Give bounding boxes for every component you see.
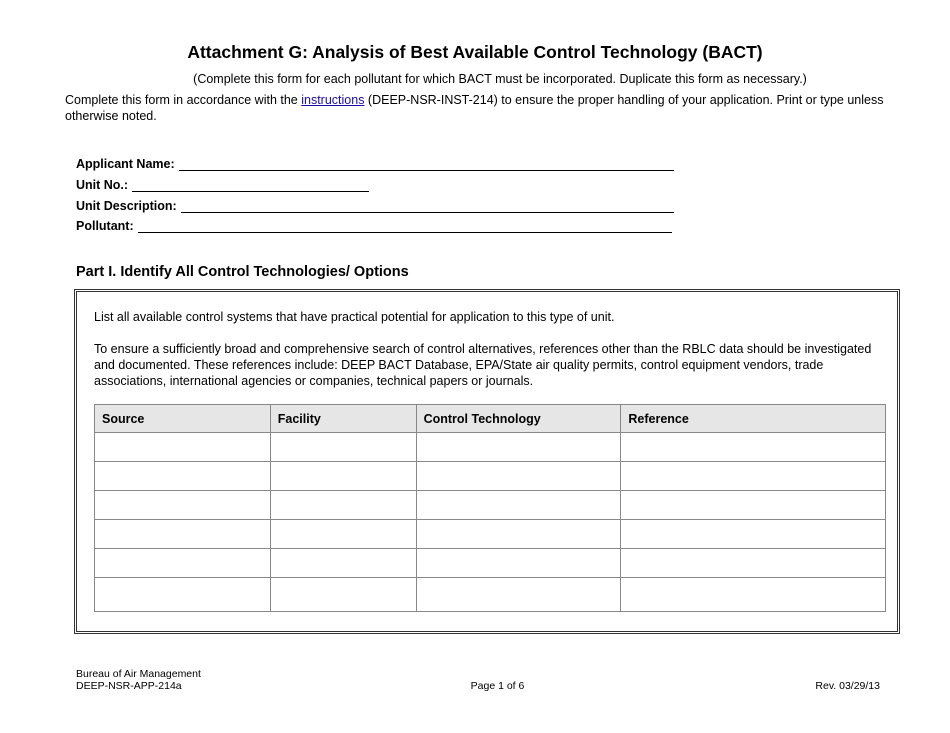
intro-text — [65, 92, 885, 124]
table-row — [95, 491, 886, 520]
table-cell[interactable] — [95, 433, 271, 462]
part-1-box — [74, 289, 900, 634]
table-cell[interactable] — [95, 578, 271, 612]
intro-text-after: (DEEP-NSR-INST-214) to ensure the proper handling of your application. Print or type unless otherwise noted. — [65, 93, 884, 123]
intro-text-before: Complete this form in accordance with the — [65, 93, 302, 107]
source-column-header: Source — [95, 405, 271, 433]
table-row — [95, 578, 886, 612]
table-cell[interactable] — [621, 520, 886, 549]
table-cell[interactable] — [621, 462, 886, 491]
unit-description-row — [76, 197, 674, 213]
table-cell[interactable] — [416, 549, 621, 578]
page-subtitle: (Complete this form for each pollutant for which BACT must be incorporated. Duplicate this form as necessary.) — [193, 72, 807, 86]
part-1-references-note: To ensure a sufficiently broad and comprehensive search of control alternatives, references other than the RBLC data should be investigated and documented. These references include: DEEP BACT Database, EPA/State air quality permits, control equipment vendors, trade associations, international agencies or companies, technical papers or journals. — [94, 342, 872, 388]
table-cell[interactable] — [416, 520, 621, 549]
applicant-name-input[interactable] — [179, 158, 674, 171]
unit-description-input[interactable] — [181, 200, 674, 213]
table-cell[interactable] — [416, 462, 621, 491]
unit-description-label: Unit Description: — [76, 199, 177, 213]
page-title: Attachment G: Analysis of Best Available Control Technology (BACT) — [187, 42, 763, 62]
control-technologies-table — [94, 404, 886, 612]
footer-revision: Rev. 03/29/13 — [815, 680, 880, 692]
applicant-name-row — [76, 155, 674, 171]
table-cell[interactable] — [416, 578, 621, 612]
table-cell[interactable] — [621, 578, 886, 612]
table-cell[interactable] — [621, 433, 886, 462]
table-cell[interactable] — [270, 433, 416, 462]
footer-form-id: DEEP-NSR-APP-214a — [76, 680, 182, 692]
instructions-link[interactable]: instructions — [301, 93, 365, 107]
table-cell[interactable] — [416, 433, 621, 462]
control-technology-column-header: Control Technology — [416, 405, 621, 433]
table-cell[interactable] — [270, 462, 416, 491]
part-1-instruction: List all available control systems that have practical potential for application to this type of unit. — [94, 310, 615, 324]
table-cell[interactable] — [95, 520, 271, 549]
footer-page-number: Page 1 of 6 — [470, 680, 525, 692]
table-cell[interactable] — [416, 491, 621, 520]
unit-no-input[interactable] — [132, 179, 369, 192]
part-1-title: Part I. Identify All Control Technologies/ Options — [76, 264, 409, 280]
table-cell[interactable] — [270, 491, 416, 520]
table-cell[interactable] — [95, 462, 271, 491]
pollutant-row — [76, 217, 672, 233]
applicant-name-label: Applicant Name: — [76, 157, 175, 171]
facility-column-header: Facility — [270, 405, 416, 433]
pollutant-input[interactable] — [138, 220, 672, 233]
unit-no-label: Unit No.: — [76, 178, 129, 192]
table-row — [95, 433, 886, 462]
table-header-row — [95, 405, 886, 433]
table-row — [95, 520, 886, 549]
table-cell[interactable] — [270, 578, 416, 612]
table-row — [95, 549, 886, 578]
pollutant-label: Pollutant: — [76, 219, 134, 233]
table-row — [95, 462, 886, 491]
footer-bureau: Bureau of Air Management — [76, 668, 201, 680]
table-cell[interactable] — [270, 549, 416, 578]
table-cell[interactable] — [621, 549, 886, 578]
table-cell[interactable] — [621, 491, 886, 520]
table-cell[interactable] — [95, 549, 271, 578]
reference-column-header: Reference — [621, 405, 886, 433]
table-cell[interactable] — [95, 491, 271, 520]
unit-no-row — [76, 176, 369, 192]
table-cell[interactable] — [270, 520, 416, 549]
